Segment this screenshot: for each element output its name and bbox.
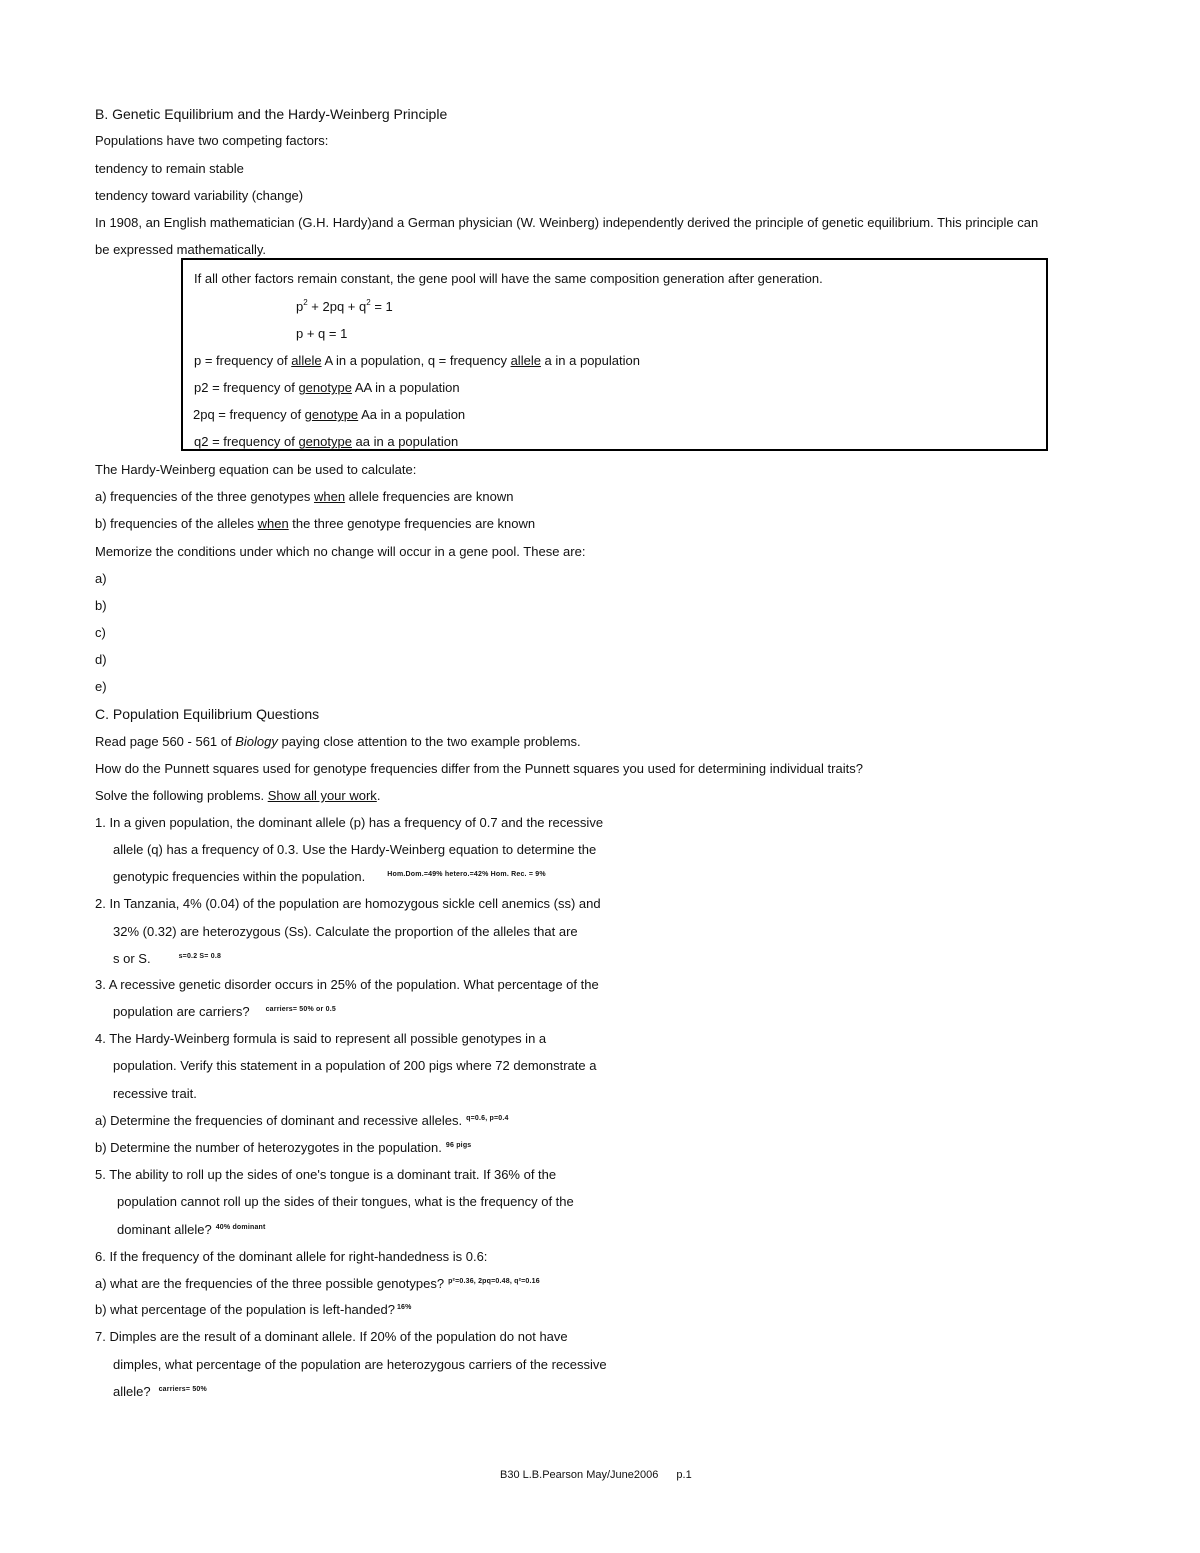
problem-2-line-1: 2. In Tanzania, 4% (0.04) of the population are homozygous sickle cell anemics (ss) and [95,896,601,911]
condition-blank-c: c) [95,625,106,640]
problem-2-answer: s=0.2 S= 0.8 [178,953,222,960]
problem-1-line-2: allele (q) has a frequency of 0.3. Use the Hardy-Weinberg equation to determine the [113,842,597,857]
problem-4-line-3: recessive trait. [113,1086,197,1101]
problem-5-line-3: dominant allele? $^{40\% dominant}$ [117,1222,266,1237]
problem-5-line-1: 5. The ability to roll up the sides of one's tongue is a dominant trait. If 36% of the [95,1167,557,1182]
condition-blank-b: b) [95,598,107,613]
problem-4b: b) Determine the number of heterozygotes in the population. $^{96 pigs}$ [95,1140,472,1155]
problem-2-line-2: 32% (0.32) are heterozygous (Ss). Calculate the proportion of the alleles that are [113,924,578,939]
problem-4a-answer: q=0.6, p=0.4 [466,1115,509,1122]
problem-1-line-3: genotypic frequencies within the population. $^{Hom.Dom.=49\% hetero.=42\% Hom. Rec. = 9\%}$ [113,869,546,884]
section-b-heading: B. Genetic Equilibrium and the Hardy-Weinberg Principle [95,106,448,122]
definition-p-q: p = frequency of allele A in a population, q = frequency allele a in a population [194,353,640,368]
problem-2-line-3: s or S. $^{s=0.2 S= 0.8}$ [113,951,222,966]
problem-3-line-2: population are carriers? $^{carriers= 50\% or 0.5}$ [113,1004,336,1019]
problem-4-line-2: population. Verify this statement in a population of 200 pigs where 72 demonstrate a [113,1058,597,1073]
problem-3-line-1: 3. A recessive genetic disorder occurs in 25% of the population. What percentage of the [95,977,599,992]
definition-2pq: 2pq = frequency of genotype Aa in a population [193,407,466,422]
history-line-2: be expressed mathematically. [95,242,267,257]
problem-1-answer: Hom.Dom.=49% hetero.=42% Hom. Rec. = 9% [387,871,546,878]
problem-6b: b) what percentage of the population is left-handed? $^{16\%}$ [95,1302,412,1317]
equation-linear: p + q = 1 [296,326,348,341]
problem-6a: a) what are the frequencies of the three possible genotypes? $^{p^2=0.36, 2pq=0.48, q^2=0.16}$ [95,1276,540,1291]
condition-blank-e: e) [95,679,107,694]
uses-intro: The Hardy-Weinberg equation can be used to calculate: [95,462,417,477]
box-statement: If all other factors remain constant, the gene pool will have the same composition generation after generation. [194,271,823,286]
factor-stable: tendency to remain stable [95,161,244,176]
definition-q2: q2 = frequency of genotype aa in a population [194,434,459,449]
problem-4b-answer: 96 pigs [445,1142,472,1149]
memorize-conditions: Memorize the conditions under which no change will occur in a gene pool. These are: [95,544,586,559]
problem-6-line-1: 6. If the frequency of the dominant allele for right-handedness is 0.6: [95,1249,488,1264]
punnett-question: How do the Punnett squares used for genotype frequencies differ from the Punnett squares you used for determining individual traits? [95,761,863,776]
intro-line: Populations have two competing factors: [95,133,329,148]
history-line-1: In 1908, an English mathematician (G.H. Hardy)and a German physician (W. Weinberg) independently derived the principle of genetic equilibrium. This principle can [95,215,1039,230]
solve-instructions: Solve the following problems. Show all your work. [95,788,381,803]
problem-1-line-1: 1. In a given population, the dominant allele (p) has a frequency of 0.7 and the recessive [95,815,604,830]
condition-blank-a: a) [95,571,107,586]
footer-course-label: B30 L.B.Pearson May/June2006 [500,1469,659,1481]
problem-5-line-2: population cannot roll up the sides of their tongues, what is the frequency of the [117,1194,574,1209]
condition-blank-d: d) [95,652,107,667]
problem-7-line-2: dimples, what percentage of the population are heterozygous carriers of the recessive [113,1357,607,1372]
page-number: p.1 [676,1469,692,1481]
definition-p2: p2 = frequency of genotype AA in a population [194,380,460,395]
problem-4-line-1: 4. The Hardy-Weinberg formula is said to represent all possible genotypes in a [95,1031,547,1046]
problem-3-answer: carriers= 50% or 0.5 [265,1006,336,1013]
problem-7-line-1: 7. Dimples are the result of a dominant allele. If 20% of the population do not have [95,1329,568,1344]
section-c-heading: C. Population Equilibrium Questions [95,706,320,722]
use-a: a) frequencies of the three genotypes when allele frequencies are known [95,489,514,504]
equation-squared: $p^2 + 2pq + q^2 = 1$ [296,298,393,314]
reading-assignment: Read page 560 - 561 of Biology paying close attention to the two example problems. [95,734,581,749]
problem-4a: a) Determine the frequencies of dominant and recessive alleles. $^{q=0.6, p=0.4}$ [95,1113,509,1128]
problem-7-line-3: allele? $^{carriers= 50\%}$ [113,1384,207,1399]
problem-6b-answer: 16% [396,1304,412,1311]
problem-5-answer: 40% dominant [215,1224,266,1231]
problem-6a-answer: p²=0.36, 2pq=0.48, q²=0.16 [448,1278,540,1285]
hardy-weinberg-box [181,258,1048,451]
problem-7-answer: carriers= 50% [158,1386,207,1393]
page-footer [500,1469,692,1481]
use-b: b) frequencies of the alleles when the three genotype frequencies are known [95,516,536,531]
factor-variability: tendency toward variability (change) [95,188,304,203]
